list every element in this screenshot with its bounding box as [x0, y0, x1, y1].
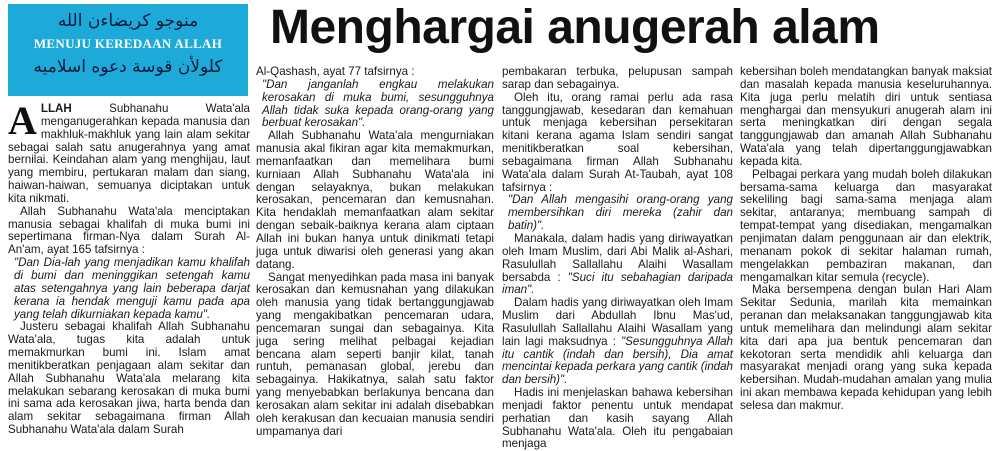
paragraph: Pelbagai perkara yang mudah boleh dilakukan bersama-sama keluarga dan masyarakat sekeliling bagi sama-sama menjaga alam sekitar, antaranya; membuang sampah di tempat-tempat yang disediakan, mengamalkan penjimatan dalam penggunaan air dan elektrik, menanam pokok di sekitar halaman rumah, mengelakkan pembaziran makanan, dan mengamalkan kitar semula (recycle). [740, 167, 992, 284]
article-headline: Menghargai anugerah alam [270, 1, 880, 54]
paragraph: pembakaran terbuka, pelupusan sampah sarap dan sebagainya. [502, 65, 733, 91]
badge-latin-title: MENUJU KEREDAAN ALLAH [33, 36, 223, 51]
paragraph: Allah Subhanahu Wata'ala menciptakan manusia sebagai khalifah di muka bumi ini sepertimana firman-Nya dalam Surah Al-An'am, ayat 165 tafsirnya : [8, 204, 250, 257]
quote: "Dan Dia-lah yang menjadikan kamu khalifah di bumi dan meninggikan setengah kamu atas setengahnya yang lain beberapa darjat kerana ia hendak menguji kamu pada apa yang telah dikurniakan kepada kamu". [14, 256, 250, 321]
hadith-quote: "Suci itu sebahagian daripada iman". [502, 270, 733, 297]
paragraph: Hadis ini menjelaskan bahawa kebersihan menjadi faktor penentu untuk mendapat perhatian dan kasih sayang Allah Subhanahu Wata'ala. Oleh itu pengabaian menjaga [502, 386, 733, 451]
paragraph: Al-Qashash, ayat 77 tafsirnya : [256, 65, 415, 78]
badge-jawi-subtitle: كلولأن قوسة دعوه اسلاميه [33, 57, 223, 77]
column-badge [8, 4, 248, 96]
lead-word: LLAH [40, 102, 72, 115]
paragraph [8, 98, 250, 206]
paragraph: Justeru sebagai khalifah Allah Subhanahu Wata'ala, tugas kita adalah untuk memakmurkan bumi ini. Islam amat menitikberatkan penjagaan alam sekitar dan Allah Subhanahu Wata'ala melarang kita melakukan sebarang kerosakan di muka bumi ini sama ada kerosakan jiwa, harta benda dan alam sekitar sebagaimana firman Allah Subhanahu Wata'ala dalam Surah [8, 320, 250, 437]
paragraph [502, 297, 733, 387]
paragraph: Oleh itu, orang ramai perlu ada rasa tanggungjawab, kesedaran dan kemahuan untuk menjaga kebersihan persekitaran kitani kerana agama Islam sendiri sangat menitikberatkan soal kebersihan, sebagaimana firman Allah Subhanahu Wata'ala dalam Surah At-Taubah, ayat 108 tafsirnya : [502, 90, 733, 194]
paragraph-text: Manakala, dalam hadis yang diriwayatkan oleh Imam Muslim, dari Abi Malik al-Ashari, Rasulullah Sallallahu Alaihi Wasallam bersabda : [502, 231, 733, 284]
paragraph: Sangat menyedihkan pada masa ini banyak kerosakan dan kemusnahan yang dilakukan oleh manusia yang tidak bertanggungjawab yang mengakibatkan pencemaran udara, pencemaran sungai dan sebagainya. Kita juga sering melihat pelbagai kejadian bencana alam seperti banjir kilat, tanah runtuh, pemanasan global, jerebu dan sebagainya. Hakikatnya, salah satu faktor yang menyebabkan berlakunya bencana dan kerosakan alam sekitar ini adalah disebabkan oleh kerakusan dan kecuaian manusia sendiri umpamanya dari [256, 270, 494, 438]
quote: "Dan janganlah engkau melakukan kerosakan di muka bumi, sesungguhnya Allah tidak suka kepada orang-orang yang berbuat kerosakan". [262, 77, 494, 130]
quote: "Dan Allah mengasihi orang-orang yang membersihkan diri mereka (zahir dan batin)". [508, 193, 733, 233]
article-column-1 [8, 98, 250, 437]
article-column-4 [740, 66, 992, 417]
paragraph-text: Dalam hadis yang diriwayatkan oleh Imam Muslim dari Abdullah Ibnu Mas'ud, Rasulullah Sallallahu Alaihi Wasallam yang lain lagi maksudnya : [502, 296, 733, 348]
paragraph [502, 233, 733, 297]
article-column-2 [256, 65, 494, 438]
paragraph: Maka bersempena dengan bulan Hari Alam Sekitar Sedunia, marilah kita memainkan peranan dan melaksanakan tanggungjawab kita untuk memelihara dan melindungi alam sekitar kita dari apa jua bentuk pencemaran dan kekotoran serta mendidik ahli keluarga dan masyarakat menjadi orang yang suka kepada kebersihan. Mudah-mudahan amalan yang mulia ini akan membawa kepada kehidupan yang lebih selesa dan makmur. [740, 283, 992, 412]
article-column-3 [502, 65, 733, 451]
paragraph: kebersihan boleh mendatangkan banyak maksiat dan masalah kepada manusia keseluruhannya. Kita juga perlu melatih diri untuk sentiasa menghargai dan mensyukuri anugerah alam ini serta meningkatkan diri dengan segala tanggungjawab dan amanah Allah Subhanahu Wata'ala yang telah dipertanggungjawabkan kepada kita. [740, 65, 993, 168]
drop-cap: A [8, 98, 37, 143]
badge-jawi-title: منوجو كريضاءن الله [57, 11, 199, 31]
hadith-quote: "Sesungguhnya Allah itu cantik (indah dan bersih), Dia amat mencintai kepada perkara yang cantik (indah dan bersih)". [502, 334, 733, 387]
paragraph-text: Subhanahu Wata'ala menganugerahkan kepada manusia dan makhluk-makhluk yang lain alam sekitar sebagai salah satu anugerahnya yang amat bernilai. Keindahan alam yang menghijau, laut yang membiru, pertukaran malam dan siang, haiwan-haiwan, semuanya diciptakan untuk kita nikmati. [8, 102, 250, 205]
paragraph: Allah Subhanahu Wata'ala mengurniakan manusia akal fikiran agar kita memakmurkan, memanfaatkan dan memelihara bumi kurniaan Allah Subhanahu Wata'ala ini dengan selayaknya, bukan melakukan kerosakan, pencemaran dan kemusnahan. Kita hendaklah memanfaatkan alam sekitar dengan sebaik-baiknya kerana alam ciptaan Allah ini bukan hanya untuk dinikmati tetapi juga untuk diwarisi oleh generasi yang akan datang. [256, 129, 494, 271]
